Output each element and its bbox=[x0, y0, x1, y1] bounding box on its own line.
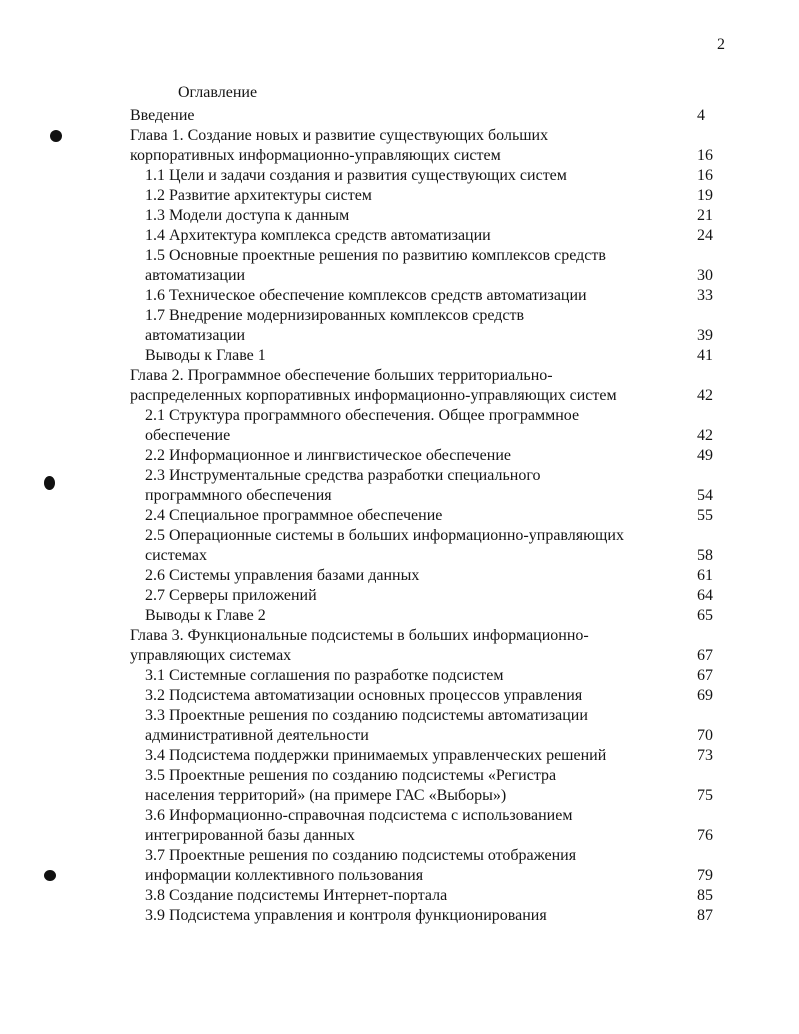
toc-entry-page: 87 bbox=[697, 907, 713, 924]
toc-entry-title: 3.3 Проектные решения по созданию подсистемы автоматизации bbox=[145, 707, 588, 724]
toc-entry-title: 3.2 Подсистема автоматизации основных процессов управления bbox=[145, 687, 583, 704]
toc-entry bbox=[0, 386, 799, 406]
toc-entry-title: Выводы к Главе 1 bbox=[145, 347, 266, 364]
page-number: 2 bbox=[717, 36, 725, 53]
toc-entry bbox=[0, 906, 799, 926]
toc-entry-page: 49 bbox=[697, 447, 713, 464]
toc-entry-page: 55 bbox=[697, 507, 713, 524]
toc-entry-title: Глава 3. Функциональные подсистемы в больших информационно- bbox=[130, 627, 589, 644]
toc-entry bbox=[0, 366, 799, 386]
toc-entry-title: Глава 2. Программное обеспечение больших территориально- bbox=[130, 367, 553, 384]
toc-entry bbox=[0, 166, 799, 186]
toc-entry-title: административной деятельности bbox=[145, 727, 369, 744]
toc-entry bbox=[0, 266, 799, 286]
toc-entry-title: Глава 1. Создание новых и развитие существующих больших bbox=[130, 127, 549, 144]
toc-entry-title: 2.2 Информационное и лингвистическое обеспечение bbox=[145, 447, 511, 464]
toc-entry-title: 3.4 Подсистема поддержки принимаемых управленческих решений bbox=[145, 747, 607, 764]
toc-entry-page: 76 bbox=[697, 827, 713, 844]
toc-entry-page: 19 bbox=[697, 187, 713, 204]
toc-entry bbox=[0, 426, 799, 446]
toc-entry bbox=[0, 826, 799, 846]
toc-entry-title: распределенных корпоративных информационно-управляющих систем bbox=[130, 387, 617, 404]
toc-entry bbox=[0, 866, 799, 886]
toc-entry bbox=[0, 206, 799, 226]
toc-entry-page: 21 bbox=[697, 207, 713, 224]
toc-entry-title: корпоративных информационно-управляющих систем bbox=[130, 147, 501, 164]
toc-entry bbox=[0, 806, 799, 826]
toc-entry bbox=[0, 186, 799, 206]
toc-entry bbox=[0, 126, 799, 146]
toc-entry-title: 2.3 Инструментальные средства разработки специального bbox=[145, 467, 541, 484]
toc-entry-title: 1.2 Развитие архитектуры систем bbox=[145, 187, 372, 204]
toc-entry-page: 4 bbox=[697, 107, 705, 124]
toc-entry bbox=[0, 766, 799, 786]
toc-entry bbox=[0, 326, 799, 346]
toc-entry-title: Выводы к Главе 2 bbox=[145, 607, 266, 624]
toc-entry-page: 61 bbox=[697, 567, 713, 584]
toc-title: Оглавление bbox=[178, 84, 258, 101]
toc-entry bbox=[0, 146, 799, 166]
toc-entry-page: 30 bbox=[697, 267, 713, 284]
toc-entry bbox=[0, 226, 799, 246]
toc-entry bbox=[0, 586, 799, 606]
toc-entry bbox=[0, 286, 799, 306]
toc-entry-title: управляющих системах bbox=[130, 647, 292, 664]
toc-entry-title: автоматизации bbox=[145, 267, 246, 284]
toc-entry-page: 24 bbox=[697, 227, 713, 244]
toc-entry-page: 42 bbox=[697, 387, 713, 404]
toc-entry bbox=[0, 506, 799, 526]
toc-entry-page: 41 bbox=[697, 347, 713, 364]
toc-entry-title: программного обеспечения bbox=[145, 487, 332, 504]
toc-entry-title: 2.7 Серверы приложений bbox=[145, 587, 317, 604]
toc-entry-page: 69 bbox=[697, 687, 713, 704]
toc-entry-page: 64 bbox=[697, 587, 713, 604]
toc-entry-title: Введение bbox=[130, 107, 195, 124]
toc-entry-title: 3.5 Проектные решения по созданию подсистемы «Регистра bbox=[145, 767, 557, 784]
toc-entry bbox=[0, 306, 799, 326]
toc-entry-page: 39 bbox=[697, 327, 713, 344]
toc-entry-page: 65 bbox=[697, 607, 713, 624]
toc-entry-page: 16 bbox=[697, 147, 713, 164]
toc-entry bbox=[0, 466, 799, 486]
toc-entry-title: 1.7 Внедрение модернизированных комплексов средств bbox=[145, 307, 525, 324]
toc-entry bbox=[0, 726, 799, 746]
toc-entry bbox=[0, 626, 799, 646]
toc-entry-title: 2.5 Операционные системы в больших информационно-управляющих bbox=[145, 527, 624, 544]
toc-entry-title: автоматизации bbox=[145, 327, 246, 344]
toc-entry-title: 3.7 Проектные решения по созданию подсистемы отображения bbox=[145, 847, 577, 864]
toc-entry-title: системах bbox=[145, 547, 207, 564]
toc-entry-page: 58 bbox=[697, 547, 713, 564]
binding-hole-mark bbox=[44, 476, 55, 490]
toc-entry-title: 3.8 Создание подсистемы Интернет-портала bbox=[145, 887, 448, 904]
toc-entry bbox=[0, 486, 799, 506]
binding-hole-mark bbox=[44, 870, 56, 881]
toc-entry bbox=[0, 106, 799, 126]
toc-entry-title: 1.1 Цели и задачи создания и развития существующих систем bbox=[145, 167, 567, 184]
toc-entry-title: 2.6 Системы управления базами данных bbox=[145, 567, 420, 584]
toc-entry-title: 1.5 Основные проектные решения по развитию комплексов средств bbox=[145, 247, 606, 264]
toc-entry-page: 75 bbox=[697, 787, 713, 804]
table-of-contents bbox=[0, 106, 799, 926]
toc-entry-page: 73 bbox=[697, 747, 713, 764]
toc-entry-title: 2.1 Структура программного обеспечения. Общее программное bbox=[145, 407, 580, 424]
toc-entry bbox=[0, 446, 799, 466]
toc-entry bbox=[0, 546, 799, 566]
toc-entry-title: 2.4 Специальное программное обеспечение bbox=[145, 507, 443, 524]
toc-entry bbox=[0, 686, 799, 706]
toc-entry-title: населения территорий» (на примере ГАС «Выборы») bbox=[145, 787, 507, 804]
toc-entry-title: 1.4 Архитектура комплекса средств автоматизации bbox=[145, 227, 491, 244]
toc-entry-title: 3.1 Системные соглашения по разработке подсистем bbox=[145, 667, 504, 684]
toc-entry bbox=[0, 246, 799, 266]
binding-hole-mark bbox=[50, 130, 62, 142]
toc-entry-page: 85 bbox=[697, 887, 713, 904]
toc-entry bbox=[0, 666, 799, 686]
toc-entry-page: 67 bbox=[697, 647, 713, 664]
toc-entry-title: 3.6 Информационно-справочная подсистема с использованием bbox=[145, 807, 573, 824]
toc-entry-page: 42 bbox=[697, 427, 713, 444]
toc-entry-title: интегрированной базы данных bbox=[145, 827, 355, 844]
toc-entry bbox=[0, 746, 799, 766]
toc-entry-page: 67 bbox=[697, 667, 713, 684]
toc-entry-page: 70 bbox=[697, 727, 713, 744]
toc-entry bbox=[0, 846, 799, 866]
toc-entry-page: 79 bbox=[697, 867, 713, 884]
toc-entry bbox=[0, 786, 799, 806]
toc-entry-title: информации коллективного пользования bbox=[145, 867, 424, 884]
toc-entry-title: 1.6 Техническое обеспечение комплексов средств автоматизации bbox=[145, 287, 587, 304]
toc-entry bbox=[0, 526, 799, 546]
toc-entry bbox=[0, 566, 799, 586]
toc-entry bbox=[0, 406, 799, 426]
toc-entry bbox=[0, 346, 799, 366]
toc-entry bbox=[0, 606, 799, 626]
toc-entry-title: 1.3 Модели доступа к данным bbox=[145, 207, 350, 224]
toc-entry bbox=[0, 886, 799, 906]
toc-entry-page: 16 bbox=[697, 167, 713, 184]
toc-entry bbox=[0, 646, 799, 666]
toc-entry-page: 33 bbox=[697, 287, 713, 304]
toc-entry-title: 3.9 Подсистема управления и контроля функционирования bbox=[145, 907, 547, 924]
toc-entry bbox=[0, 706, 799, 726]
toc-entry-title: обеспечение bbox=[145, 427, 231, 444]
toc-entry-page: 54 bbox=[697, 487, 713, 504]
